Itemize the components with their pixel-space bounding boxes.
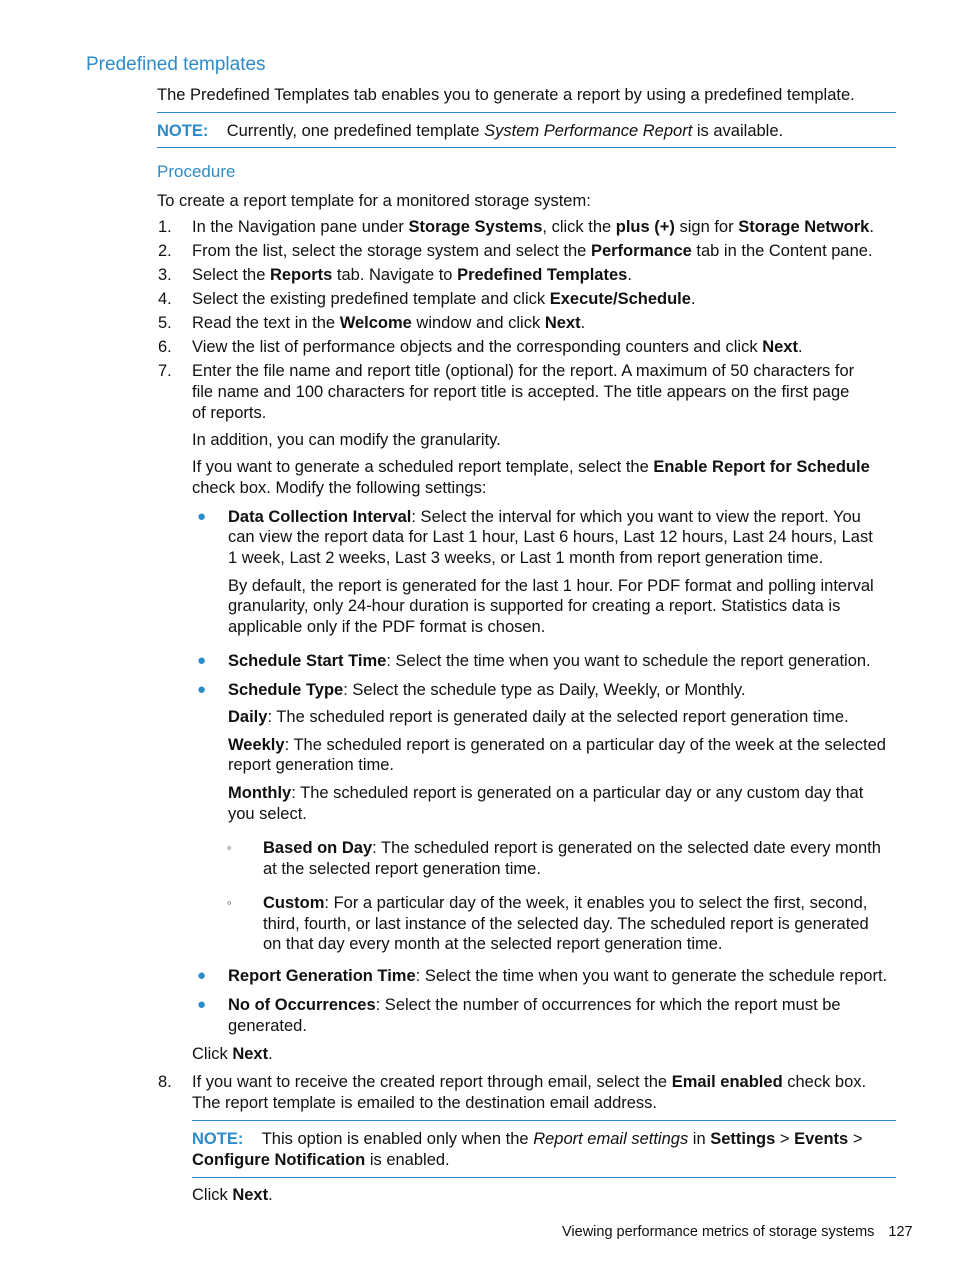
circle-bullet-icon: ◦: [227, 895, 232, 910]
page-footer: [562, 1222, 913, 1242]
step-text: Select the Reports tab. Navigate to Predefined Templates.: [192, 266, 632, 284]
footer-title: Viewing performance metrics of storage systems: [562, 1224, 875, 1240]
intro-paragraph: The Predefined Templates tab enables you to generate a report by using a predefined template.: [157, 86, 855, 104]
bullet-text: Data Collection Interval: Select the interval for which you want to view the report. You: [228, 508, 861, 526]
section-title: Predefined templates: [86, 54, 266, 75]
monthly-text: Monthly: The scheduled report is generated on a particular day or any custom day that: [228, 784, 864, 802]
bullet-icon: ●: [197, 508, 207, 525]
procedure-intro: To create a report template for a monitored storage system:: [157, 192, 591, 210]
bullet-text-line: By default, the report is generated for the last 1 hour. For PDF format and polling interval: [228, 577, 874, 595]
note-label: NOTE:: [192, 1130, 244, 1148]
step-number: 3.: [158, 266, 172, 284]
note-line: Configure Notification is enabled.: [192, 1151, 450, 1169]
step-text-line: file name and 100 characters for report title is accepted. The title appears on the first page: [192, 383, 850, 401]
bullet-icon: ●: [197, 681, 207, 698]
step-number: 4.: [158, 290, 172, 308]
step-text-line: Enter the file name and report title (optional) for the report. A maximum of 50 characters for: [192, 362, 855, 380]
procedure-heading: Procedure: [157, 162, 236, 181]
note-box: [192, 1120, 896, 1178]
note-text-end: is available.: [692, 122, 784, 140]
weekly-text: Weekly: The scheduled report is generated on a particular day of the week at the selected: [228, 736, 886, 754]
page-number: 127: [888, 1224, 913, 1240]
step-text: From the list, select the storage system and select the Performance tab in the Content pane.: [192, 242, 873, 260]
bullet-text-line: generated.: [228, 1017, 307, 1035]
click-next-text: Click Next.: [192, 1186, 273, 1204]
step-number: 6.: [158, 338, 172, 356]
bullet-icon: ●: [197, 996, 207, 1013]
sub-bullet-text-line: at the selected report generation time.: [263, 860, 541, 878]
bullet-text: Schedule Type: Select the schedule type as Daily, Weekly, or Monthly.: [228, 681, 746, 699]
sub-bullet-text: Custom: For a particular day of the week, it enables you to select the first, second,: [263, 894, 868, 912]
weekly-text-line: report generation time.: [228, 756, 395, 774]
bullet-text-line: can view the report data for Last 1 hour, Last 6 hours, Last 12 hours, Last 24 hours, Last: [228, 528, 873, 546]
note-box: [157, 112, 896, 148]
schedule-text-line: check box. Modify the following settings:: [192, 479, 487, 497]
step-number: 2.: [158, 242, 172, 260]
step-text: Read the text in the Welcome window and click Next.: [192, 314, 586, 332]
circle-bullet-icon: ◦: [227, 840, 232, 855]
step-text: If you want to receive the created report through email, select the Email enabled check box.: [192, 1073, 867, 1091]
step-text: In the Navigation pane under Storage Systems, click the plus (+) sign for Storage Network.: [192, 218, 874, 236]
click-next-text: Click Next.: [192, 1045, 273, 1063]
sub-bullet-text: Based on Day: The scheduled report is generated on the selected date every month: [263, 839, 881, 857]
sub-bullet-text-line: third, fourth, or last instance of the selected day. The scheduled report is generated: [263, 915, 869, 933]
sub-bullet-text-line: on that day every month at the selected report generation time.: [263, 935, 723, 953]
bullet-icon: ●: [197, 652, 207, 669]
step-number: 8.: [158, 1073, 172, 1091]
bullet-text: Schedule Start Time: Select the time when you want to schedule the report generation.: [228, 652, 871, 670]
bullet-text: No of Occurrences: Select the number of occurrences for which the report must be: [228, 996, 841, 1014]
step-number: 1.: [158, 218, 172, 236]
bullet-text-line: 1 week, Last 2 weeks, Last 3 weeks, or Last 1 month from report generation time.: [228, 549, 824, 567]
bullet-text: Report Generation Time: Select the time when you want to generate the schedule report.: [228, 967, 888, 985]
step-text: Select the existing predefined template and click Execute/Schedule.: [192, 290, 696, 308]
note-italic: System Performance Report: [484, 122, 693, 140]
bullet-text-line: granularity, only 24-hour duration is supported for creating a report. Statistics data is: [228, 597, 841, 615]
step-text: View the list of performance objects and the corresponding counters and click Next.: [192, 338, 803, 356]
note-label: NOTE:: [157, 122, 209, 140]
note-line: NOTE: This option is enabled only when the Report email settings in Settings > Events >: [192, 1130, 863, 1148]
daily-text: Daily: The scheduled report is generated daily at the selected report generation time.: [228, 708, 849, 726]
granularity-text: In addition, you can modify the granularity.: [192, 431, 501, 449]
bullet-text-line: applicable only if the PDF format is chosen.: [228, 618, 546, 636]
schedule-text: If you want to generate a scheduled report template, select the Enable Report for Schedule: [192, 458, 870, 476]
note-text: Currently, one predefined template: [226, 122, 485, 140]
monthly-text-line: you select.: [228, 805, 307, 823]
step-number: 7.: [158, 362, 172, 380]
step-text-line: The report template is emailed to the destination email address.: [192, 1094, 657, 1112]
step-text-line: of reports.: [192, 404, 267, 422]
step-number: 5.: [158, 314, 172, 332]
bullet-icon: ●: [197, 967, 207, 984]
